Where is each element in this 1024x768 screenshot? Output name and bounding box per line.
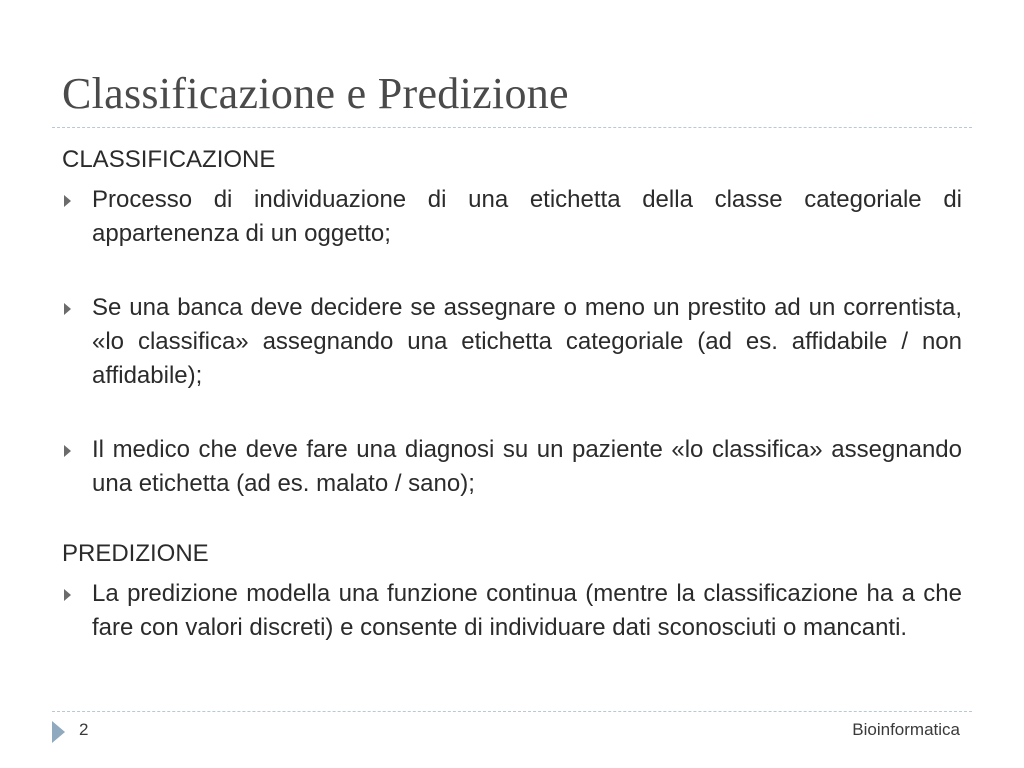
bullet-triangle-icon — [64, 303, 71, 315]
footer-course-name: Bioinformatica — [852, 720, 960, 739]
bullet-item — [62, 577, 962, 645]
spacer — [62, 393, 962, 427]
bullet-item — [62, 291, 962, 393]
bullet-item — [62, 183, 962, 251]
bullet-triangle-icon — [64, 589, 71, 601]
section-heading-classificazione: CLASSIFICAZIONE — [62, 146, 276, 173]
slide-title: Classificazione e Predizione — [62, 69, 569, 118]
footer-divider — [52, 711, 972, 712]
bullet-text: Il medico che deve fare una diagnosi su un paziente «lo classifica» assegnando una etichetta (ad es. malato / sano); — [92, 436, 962, 497]
bullet-triangle-icon — [64, 195, 71, 207]
slide-content — [62, 143, 962, 645]
bullet-text: Processo di individuazione di una etichetta della classe categoriale di appartenenza di un oggetto; — [92, 186, 962, 247]
page-number: 2 — [79, 720, 89, 739]
bullet-text: La predizione modella una funzione continua (mentre la classificazione ha a che fare con valori discreti) e consente di individuare dati sconosciuti o mancanti. — [92, 580, 962, 641]
spacer — [62, 251, 962, 285]
title-divider — [52, 127, 972, 128]
section-heading-predizione: PREDIZIONE — [62, 540, 209, 567]
bullet-triangle-icon — [64, 445, 71, 457]
triangle-right-icon — [52, 721, 65, 743]
spacer — [62, 501, 962, 537]
bullet-item — [62, 433, 962, 501]
bullet-text: Se una banca deve decidere se assegnare o meno un prestito ad un correntista, «lo classifica» assegnando una etichetta categoriale (ad es. affidabile / non affidabile); — [92, 294, 962, 389]
